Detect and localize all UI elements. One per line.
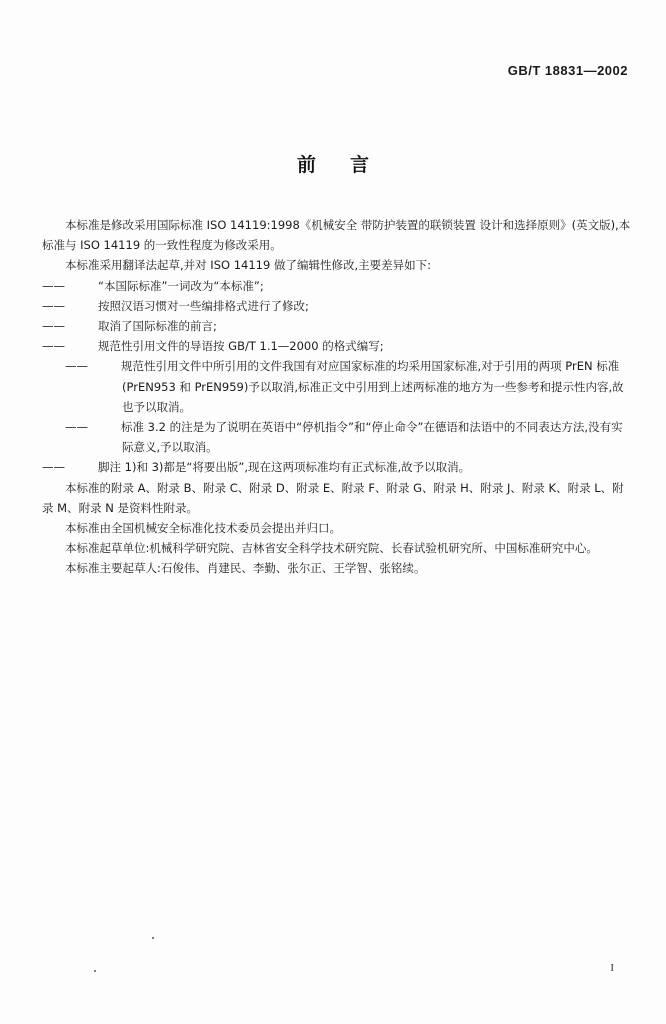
paragraph-adoption: 本标准是修改采用国际标准 ISO 14119:1998《机械安全 带防护装置的联锁装置 设计和选择原则》(英文版),本标准与 ISO 14119 的一致性程度为修改采用。: [42, 218, 631, 253]
list-item-text: 标准 3.2 的注是为了说明在英语中“停机指令”和“停止命令”在德语和法语中的不同表达方法,没有实际意义,予以取消。: [121, 420, 623, 455]
paragraph-drafting-units: 本标准起草单位:机械科学研究院、吉林省安全科学技术研究院、长春试验机研究所、中国标准研究中心。: [65, 541, 598, 556]
scan-speck: [94, 970, 96, 972]
paragraph-differences-intro: 本标准采用翻译法起草,并对 ISO 14119 做了编辑性修改,主要差异如下:: [65, 258, 431, 273]
list-item-text: 规范性引用文件的导语按 GB/T 1.1—2000 的格式编写;: [98, 339, 384, 354]
standard-number: GB/T 18831—2002: [507, 63, 628, 78]
list-item-text: “本国际标准”一词改为“本标准”;: [98, 278, 264, 293]
paragraph-annexes: 本标准的附录 A、附录 B、附录 C、附录 D、附录 E、附录 F、附录 G、附录 H、附录 J、附录 K、附录 L、附录 M、附录 N 是资料性附录。: [42, 480, 624, 515]
list-item: [42, 296, 632, 316]
list-item-text: 取消了国际标准的前言;: [98, 319, 217, 334]
list-item-text: 按照汉语习惯对一些编排格式进行了修改;: [98, 298, 309, 313]
paragraph-proposer: 本标准由全国机械安全标准化技术委员会提出并归口。: [65, 521, 341, 536]
paragraph-drafters: 本标准主要起草人:石俊伟、肖建民、李勤、张尔正、王学智、张铭续。: [65, 561, 426, 576]
list-item: [42, 336, 632, 356]
page-number: I: [610, 962, 614, 974]
list-item: [42, 457, 632, 477]
dash-symbol: ——: [42, 278, 65, 293]
list-item: [42, 417, 632, 457]
page-title: 前言: [296, 154, 403, 176]
dash-symbol: ——: [42, 339, 65, 354]
list-item-text: 脚注 1)和 3)都是“将要出版”,现在这两项标准均有正式标准,故予以取消。: [98, 460, 471, 475]
dash-symbol: ——: [65, 420, 88, 435]
list-item: [42, 276, 632, 296]
list-item: [42, 316, 632, 336]
dash-symbol: ——: [42, 460, 65, 475]
list-item: [42, 356, 632, 417]
scan-speck: [152, 937, 154, 939]
list-item-text: 规范性引用文件中所引用的文件我国有对应国家标准的均采用国家标准,对于引用的两项 PrEN 标准(PrEN953 和 PrEN959)予以取消,标准正文中引用到上述两标准的地方为一些参考和提示性内容,故也予以取消。: [121, 359, 624, 414]
foreword-body: [42, 215, 632, 579]
dash-symbol: ——: [65, 359, 88, 374]
dash-symbol: ——: [42, 319, 65, 334]
dash-symbol: ——: [42, 298, 65, 313]
